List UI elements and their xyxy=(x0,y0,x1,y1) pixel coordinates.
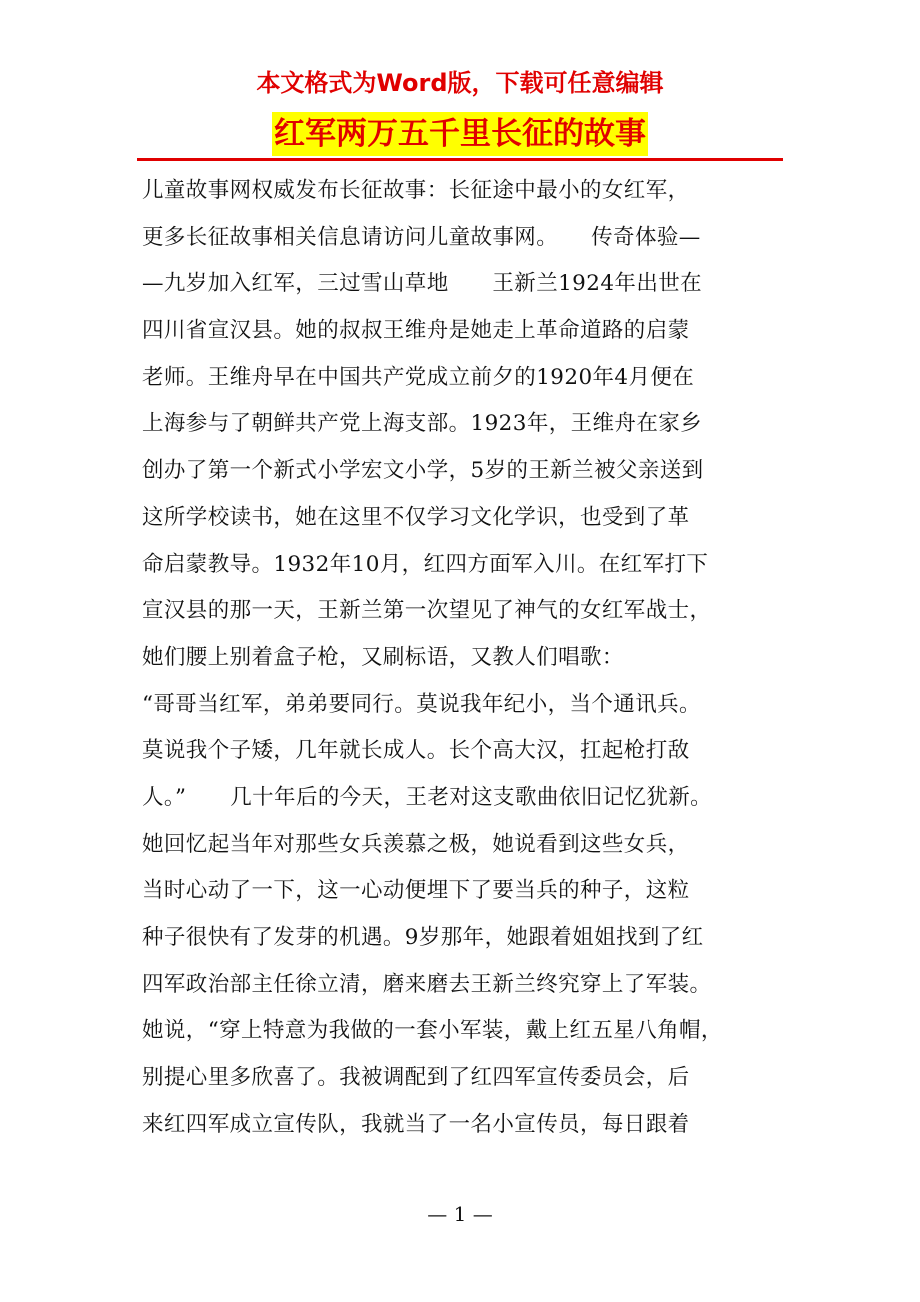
body-line: 她说，“穿上特意为我做的一套小军装，戴上红五星八角帽， xyxy=(142,1018,723,1044)
body-line: 上海参与了朝鲜共产党上海支部。1923年，王维舟在家乡 xyxy=(142,411,703,437)
title-container xyxy=(0,112,920,156)
body-line: 这所学校读书，她在这里不仅学习文化学识，也受到了革 xyxy=(142,504,690,530)
article-body xyxy=(142,168,792,1148)
body-line: 莫说我个子矮，几年就长成人。长个高大汉，扛起枪打敌 xyxy=(142,738,690,764)
body-line: 老师。王维舟早在中国共产党成立前夕的1920年4月便在 xyxy=(142,364,695,390)
page-title: 红军两万五千里长征的故事 xyxy=(272,112,648,156)
body-line: 种子很快有了发芽的机遇。9岁那年，她跟着姐姐找到了红 xyxy=(142,925,704,950)
body-line: 当时心动了一下，这一心动便埋下了要当兵的种子，这粒 xyxy=(142,878,690,904)
body-line: 来红四军成立宣传队，我就当了一名小宣传员，每日跟着 xyxy=(142,1111,690,1137)
body-line: 更多长征故事相关信息请访问儿童故事网。 传奇体验— xyxy=(142,224,701,250)
format-notice-banner: 本文格式为Word版，下载可任意编辑 xyxy=(256,69,664,97)
body-line: 她回忆起当年对那些女兵羡慕之极，她说看到这些女兵， xyxy=(142,831,690,857)
title-divider xyxy=(137,158,783,161)
body-line: 人。” 几十年后的今天，王老对这支歌曲依旧记忆犹新。 xyxy=(142,784,713,810)
body-line: 创办了第一个新式小学宏文小学，5岁的王新兰被父亲送到 xyxy=(142,458,704,484)
body-line: “哥哥当红军，弟弟要同行。莫说我年纪小，当个通讯兵。 xyxy=(142,691,701,717)
body-line: 四川省宣汉县。她的叔叔王维舟是她走上革命道路的启蒙 xyxy=(142,318,690,344)
body-line: 四军政治部主任徐立清，磨来磨去王新兰终究穿上了军装。 xyxy=(142,971,712,997)
body-line: 她们腰上别着盒子枪，又刷标语，又教人们唱歌： xyxy=(142,644,624,670)
body-line: 命启蒙教导。1932年10月，红四方面军入川。在红军打下 xyxy=(142,551,709,577)
body-line: 儿童故事网权威发布长征故事：长征途中最小的女红军， xyxy=(142,178,690,203)
body-line: —九岁加入红军，三过雪山草地 王新兰1924年出世在 xyxy=(142,271,703,297)
body-line: 宣汉县的那一天，王新兰第一次望见了神气的女红军战士， xyxy=(142,598,712,624)
page-number: — 1 — xyxy=(427,1202,493,1226)
body-line: 别提心里多欣喜了。我被调配到了红四军宣传委员会，后 xyxy=(142,1065,690,1091)
